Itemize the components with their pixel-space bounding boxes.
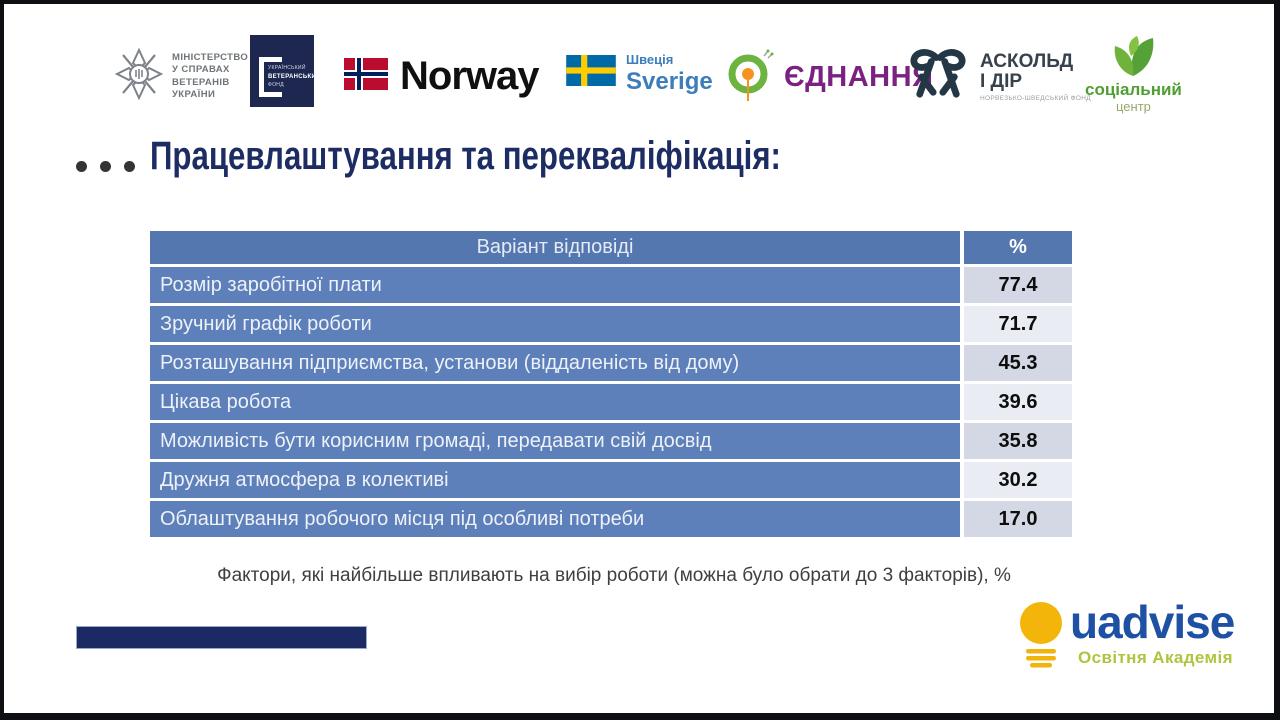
- table-row: [150, 345, 1072, 384]
- norway-logo: [344, 54, 539, 99]
- ministry-logo-text: МІНІСТЕРСТВО У СПРАВАХ ВЕТЕРАНІВ УКРАЇНИ: [172, 51, 249, 100]
- answer-option: Цікава робота: [150, 384, 964, 423]
- survey-results-table: [150, 231, 1072, 540]
- survey-results-table-wrapper: [150, 231, 1072, 540]
- answer-option: Можливість бути корисним громаді, передавати свій досвід: [150, 423, 964, 462]
- askold-dir-logo: [906, 48, 1091, 105]
- answer-percent: 35.8: [964, 423, 1072, 462]
- ednannia-logo: [726, 46, 933, 109]
- accent-bar: [76, 626, 367, 649]
- social-center-logo: [1085, 34, 1182, 115]
- lightbulb-icon: [1018, 601, 1064, 674]
- answer-option: Розмір заробітної плати: [150, 267, 964, 306]
- social-center-logo-text: соціальний центр: [1085, 80, 1182, 114]
- table-row: [150, 306, 1072, 345]
- table-header-option: Варіант відповіді: [150, 231, 964, 267]
- table-row: [150, 423, 1072, 462]
- table-caption: Фактори, які найбільше впливають на вибір роботи (можна було обрати до 3 факторів), %: [217, 565, 1011, 586]
- answer-option: Зручний графік роботи: [150, 306, 964, 345]
- table-row: [150, 384, 1072, 423]
- sweden-logo: [566, 52, 713, 94]
- answer-percent: 17.0: [964, 501, 1072, 540]
- dandelion-ring-icon: [726, 46, 776, 109]
- norway-logo-text: Norway: [400, 54, 539, 98]
- norway-flag-icon: [344, 58, 388, 95]
- sweden-logo-text: Швеція Sverige: [626, 52, 713, 95]
- veteran-fund-logo-text: УКРАЇНСЬКИЙ ВЕТЕРАНСЬКИЙ ФОНД: [268, 65, 321, 88]
- presentation-slide: [4, 4, 1274, 713]
- twin-ravens-icon: [906, 48, 970, 105]
- askold-dir-logo-text: АСКОЛЬД І ДІР НОРВЕЗЬКО-ШВЕДСЬКИЙ ФОНД: [980, 50, 1091, 102]
- table-row: [150, 267, 1072, 306]
- table-header-percent: %: [964, 231, 1072, 267]
- table-header-row: [150, 231, 1072, 267]
- slide-title: Працевлаштування та перекваліфікація:: [150, 134, 781, 178]
- uadvise-brand-text: uadvise: [1070, 596, 1235, 648]
- ellipsis-dots-icon: [76, 161, 135, 172]
- answer-option: Дружня атмосфера в колективі: [150, 462, 964, 501]
- veteran-fund-logo: [250, 35, 321, 107]
- sweden-flag-icon: [566, 55, 616, 91]
- answer-option: Облаштування робочого місця під особливі потреби: [150, 501, 964, 540]
- table-row: [150, 462, 1072, 501]
- uadvise-logo: [1018, 596, 1235, 674]
- answer-percent: 71.7: [964, 306, 1072, 345]
- answer-option: Розташування підприємства, установи (віддаленість від дому): [150, 345, 964, 384]
- answer-percent: 77.4: [964, 267, 1072, 306]
- uadvise-subtitle: Освітня Академія: [1078, 647, 1233, 667]
- green-leaves-icon: [1105, 34, 1161, 83]
- answer-percent: 45.3: [964, 345, 1072, 384]
- ministry-logo: [114, 48, 248, 105]
- ministry-emblem-icon: [114, 48, 164, 105]
- ednannia-logo-text: ЄДНАННЯ: [784, 61, 934, 93]
- askold-dir-subtitle: НОРВЕЗЬКО-ШВЕДСЬКИЙ ФОНД: [980, 94, 1091, 102]
- answer-percent: 39.6: [964, 384, 1072, 423]
- table-row: [150, 501, 1072, 540]
- answer-percent: 30.2: [964, 462, 1072, 501]
